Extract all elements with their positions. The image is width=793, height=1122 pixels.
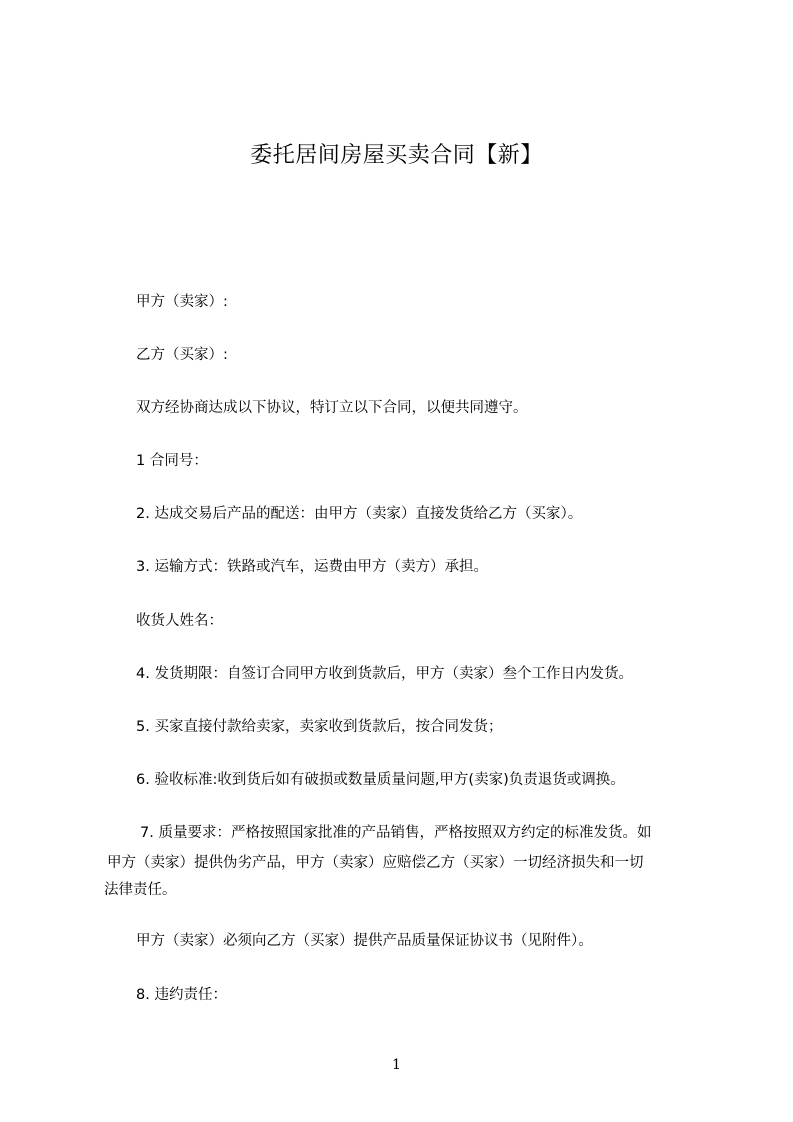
clause-5-payment: 5. 买家直接付款给卖家，卖家收到货款后，按合同发货；	[136, 719, 503, 735]
agreement-intro: 双方经协商达成以下协议，特订立以下合同，以便共同遵守。	[136, 400, 528, 416]
clause-7-line-2: 甲方（卖家）提供伪劣产品，甲方（卖家）应赔偿乙方（买家）一切经济损失和一切	[107, 855, 644, 871]
clause-2-delivery: 2. 达成交易后产品的配送：由甲方（卖家）直接发货给乙方（买家）。	[136, 506, 583, 522]
party-b-line: 乙方（买家）:	[136, 347, 228, 363]
clause-4-shipping-deadline: 4. 发货期限：自签订合同甲方收到货款后，甲方（卖家）叁个工作日内发货。	[136, 666, 633, 682]
consignee-name-line: 收货人姓名：	[136, 613, 223, 629]
page-number: 1	[392, 1057, 401, 1073]
clause-7-line-3: 法律责任。	[104, 882, 177, 898]
document-title: 委托居间房屋买卖合同【新】	[250, 143, 543, 168]
clause-3-transport: 3. 运输方式：铁路或汽车，运费由甲方（卖方）承担。	[136, 559, 488, 575]
clause-6-acceptance: 6. 验收标准:收到货后如有破损或数量质量问题,甲方(卖家)负责退货或调换。	[136, 772, 625, 788]
clause-7-line-1: 7. 质量要求：严格按照国家批准的产品销售，严格按照双方约定的标准发货。如	[140, 825, 652, 841]
quality-guarantee-line: 甲方（卖家）必须向乙方（买家）提供产品质量保证协议书（见附件）。	[136, 933, 593, 949]
clause-8-breach-liability: 8. 违约责任：	[136, 987, 227, 1003]
party-a-line: 甲方（卖家）:	[136, 294, 228, 310]
clause-1-contract-number: 1 合同号：	[136, 453, 208, 469]
